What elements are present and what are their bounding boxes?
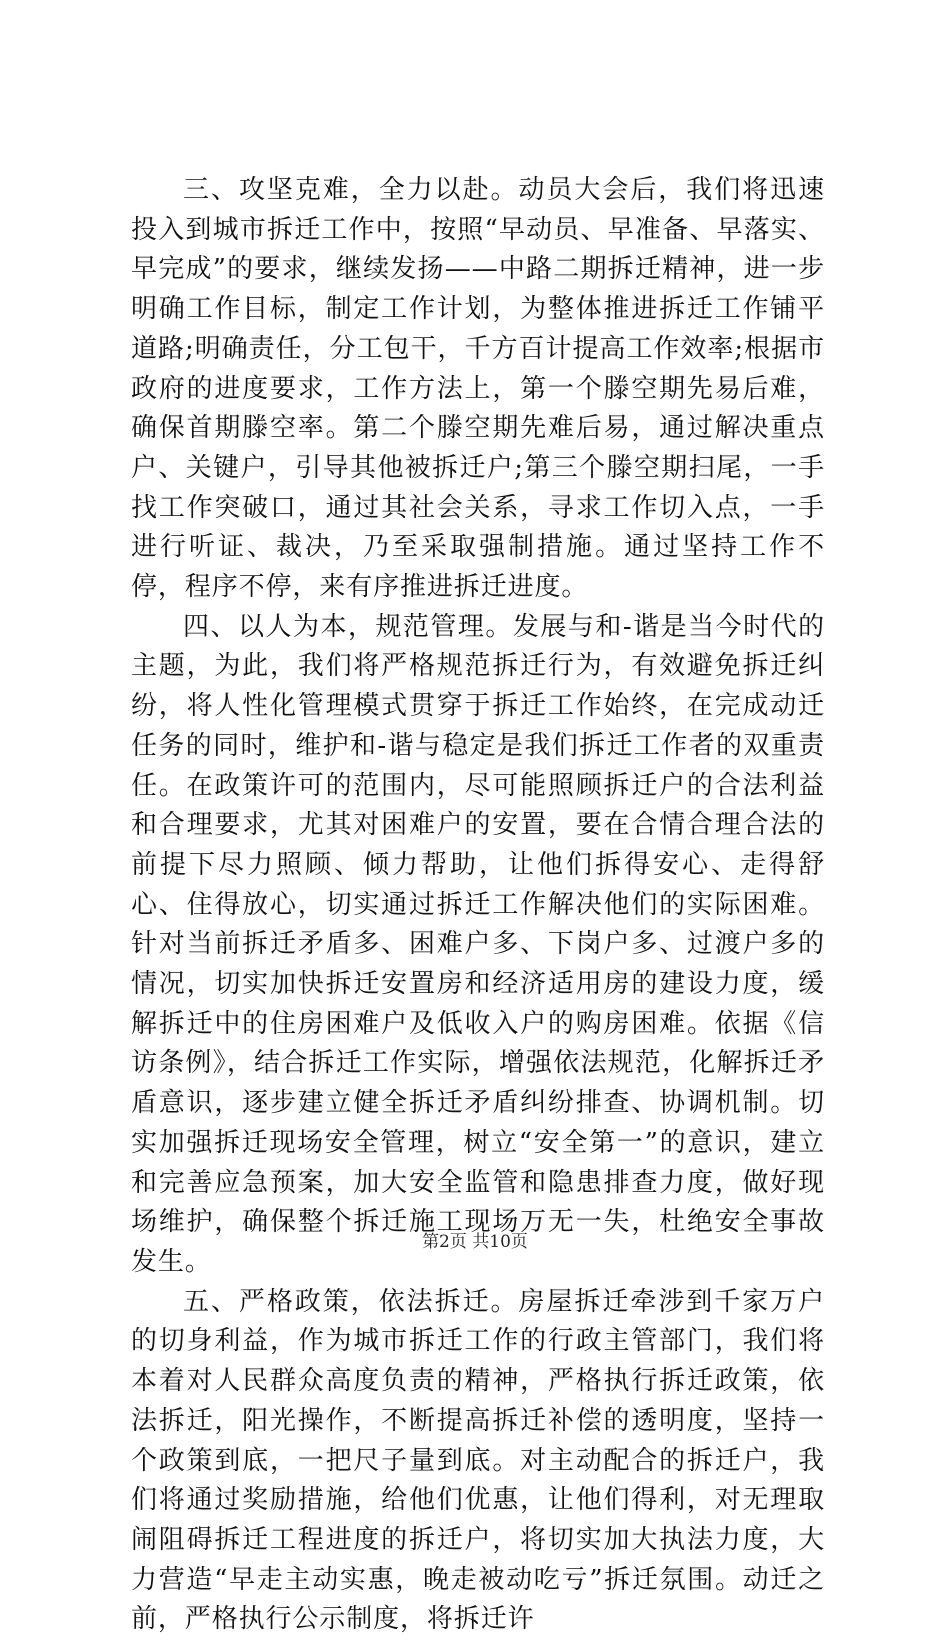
document-body [131,171,825,1640]
paragraph-3-tackle-difficulties: 三、攻坚克难，全力以赴。动员大会后，我们将迅速投入到城市拆迁工作中，按照“早动员、早准备、早落实、早完成”的要求，继续发扬——中路二期拆迁精神，进一步明确工作目标，制定工作计划，为整体推进拆迁工作铺平道路;明确责任，分工包干，千方百计提高工作效率;根据市政府的进度要求，工作方法上，第一个滕空期先易后难，确保首期滕空率。第二个滕空期先难后易，通过解决重点户、关键户，引导其他被拆迁户;第三个滕空期扫尾，一手找工作突破口，通过其社会关系，寻求工作切入点，一手进行听证、裁决，乃至采取强制措施。通过坚持工作不停，程序不停，来有序推进拆迁进度。 [131,175,825,603]
paragraph-5-strict-policy: 五、严格政策，依法拆迁。房屋拆迁牵涉到千家万户的切身利益，作为城市拆迁工作的行政主管部门，我们将本着对人民群众高度负责的精神，严格执行拆迁政策，依法拆迁，阳光操作，不断提高拆迁补偿的透明度，坚持一个政策到底，一把尺子量到底。对主动配合的拆迁户，我们将通过奖励措施，给他们优惠，让他们得利，对无理取闹阻碍拆迁工程进度的拆迁户，将切实加大执法力度，大力营造“早走主动实惠，晚走被动吃亏”拆迁氛围。动迁之前，严格执行公示制度，将拆迁许 [131,1286,825,1635]
page-number-footer: 第2页 共10页 [422,1232,528,1252]
paragraph-4-people-oriented: 四、以人为本，规范管理。发展与和-谐是当今时代的主题，为此，我们将严格规范拆迁行为，有效避免拆迁纠纷，将人性化管理模式贯穿于拆迁工作始终，在完成动迁任务的同时，维护和-谐与稳定是我们拆迁工作者的双重责任。在政策许可的范围内，尽可能照顾拆迁户的合法利益和合理要求，尤其对困难户的安置，要在合情合理合法的前提下尽力照顾、倾力帮助，让他们拆得安心、走得舒心、住得放心，切实通过拆迁工作解决他们的实际困难。针对当前拆迁矛盾多、困难户多、下岗户多、过渡户多的情况，切实加快拆迁安置房和经济适用房的建设力度，缓解拆迁中的住房困难户及低收入户的购房困难。依据《信访条例》，结合拆迁工作实际，增强依法规范，化解拆迁矛盾意识，逐步建立健全拆迁矛盾纠纷排查、协调机制。切实加强拆迁现场安全管理，树立“安全第一”的意识，建立和完善应急预案，加大安全监管和隐患排查力度，做好现场维护，确保整个拆迁施工现场万无一失，杜绝安全事故发生。 [131,611,825,1277]
